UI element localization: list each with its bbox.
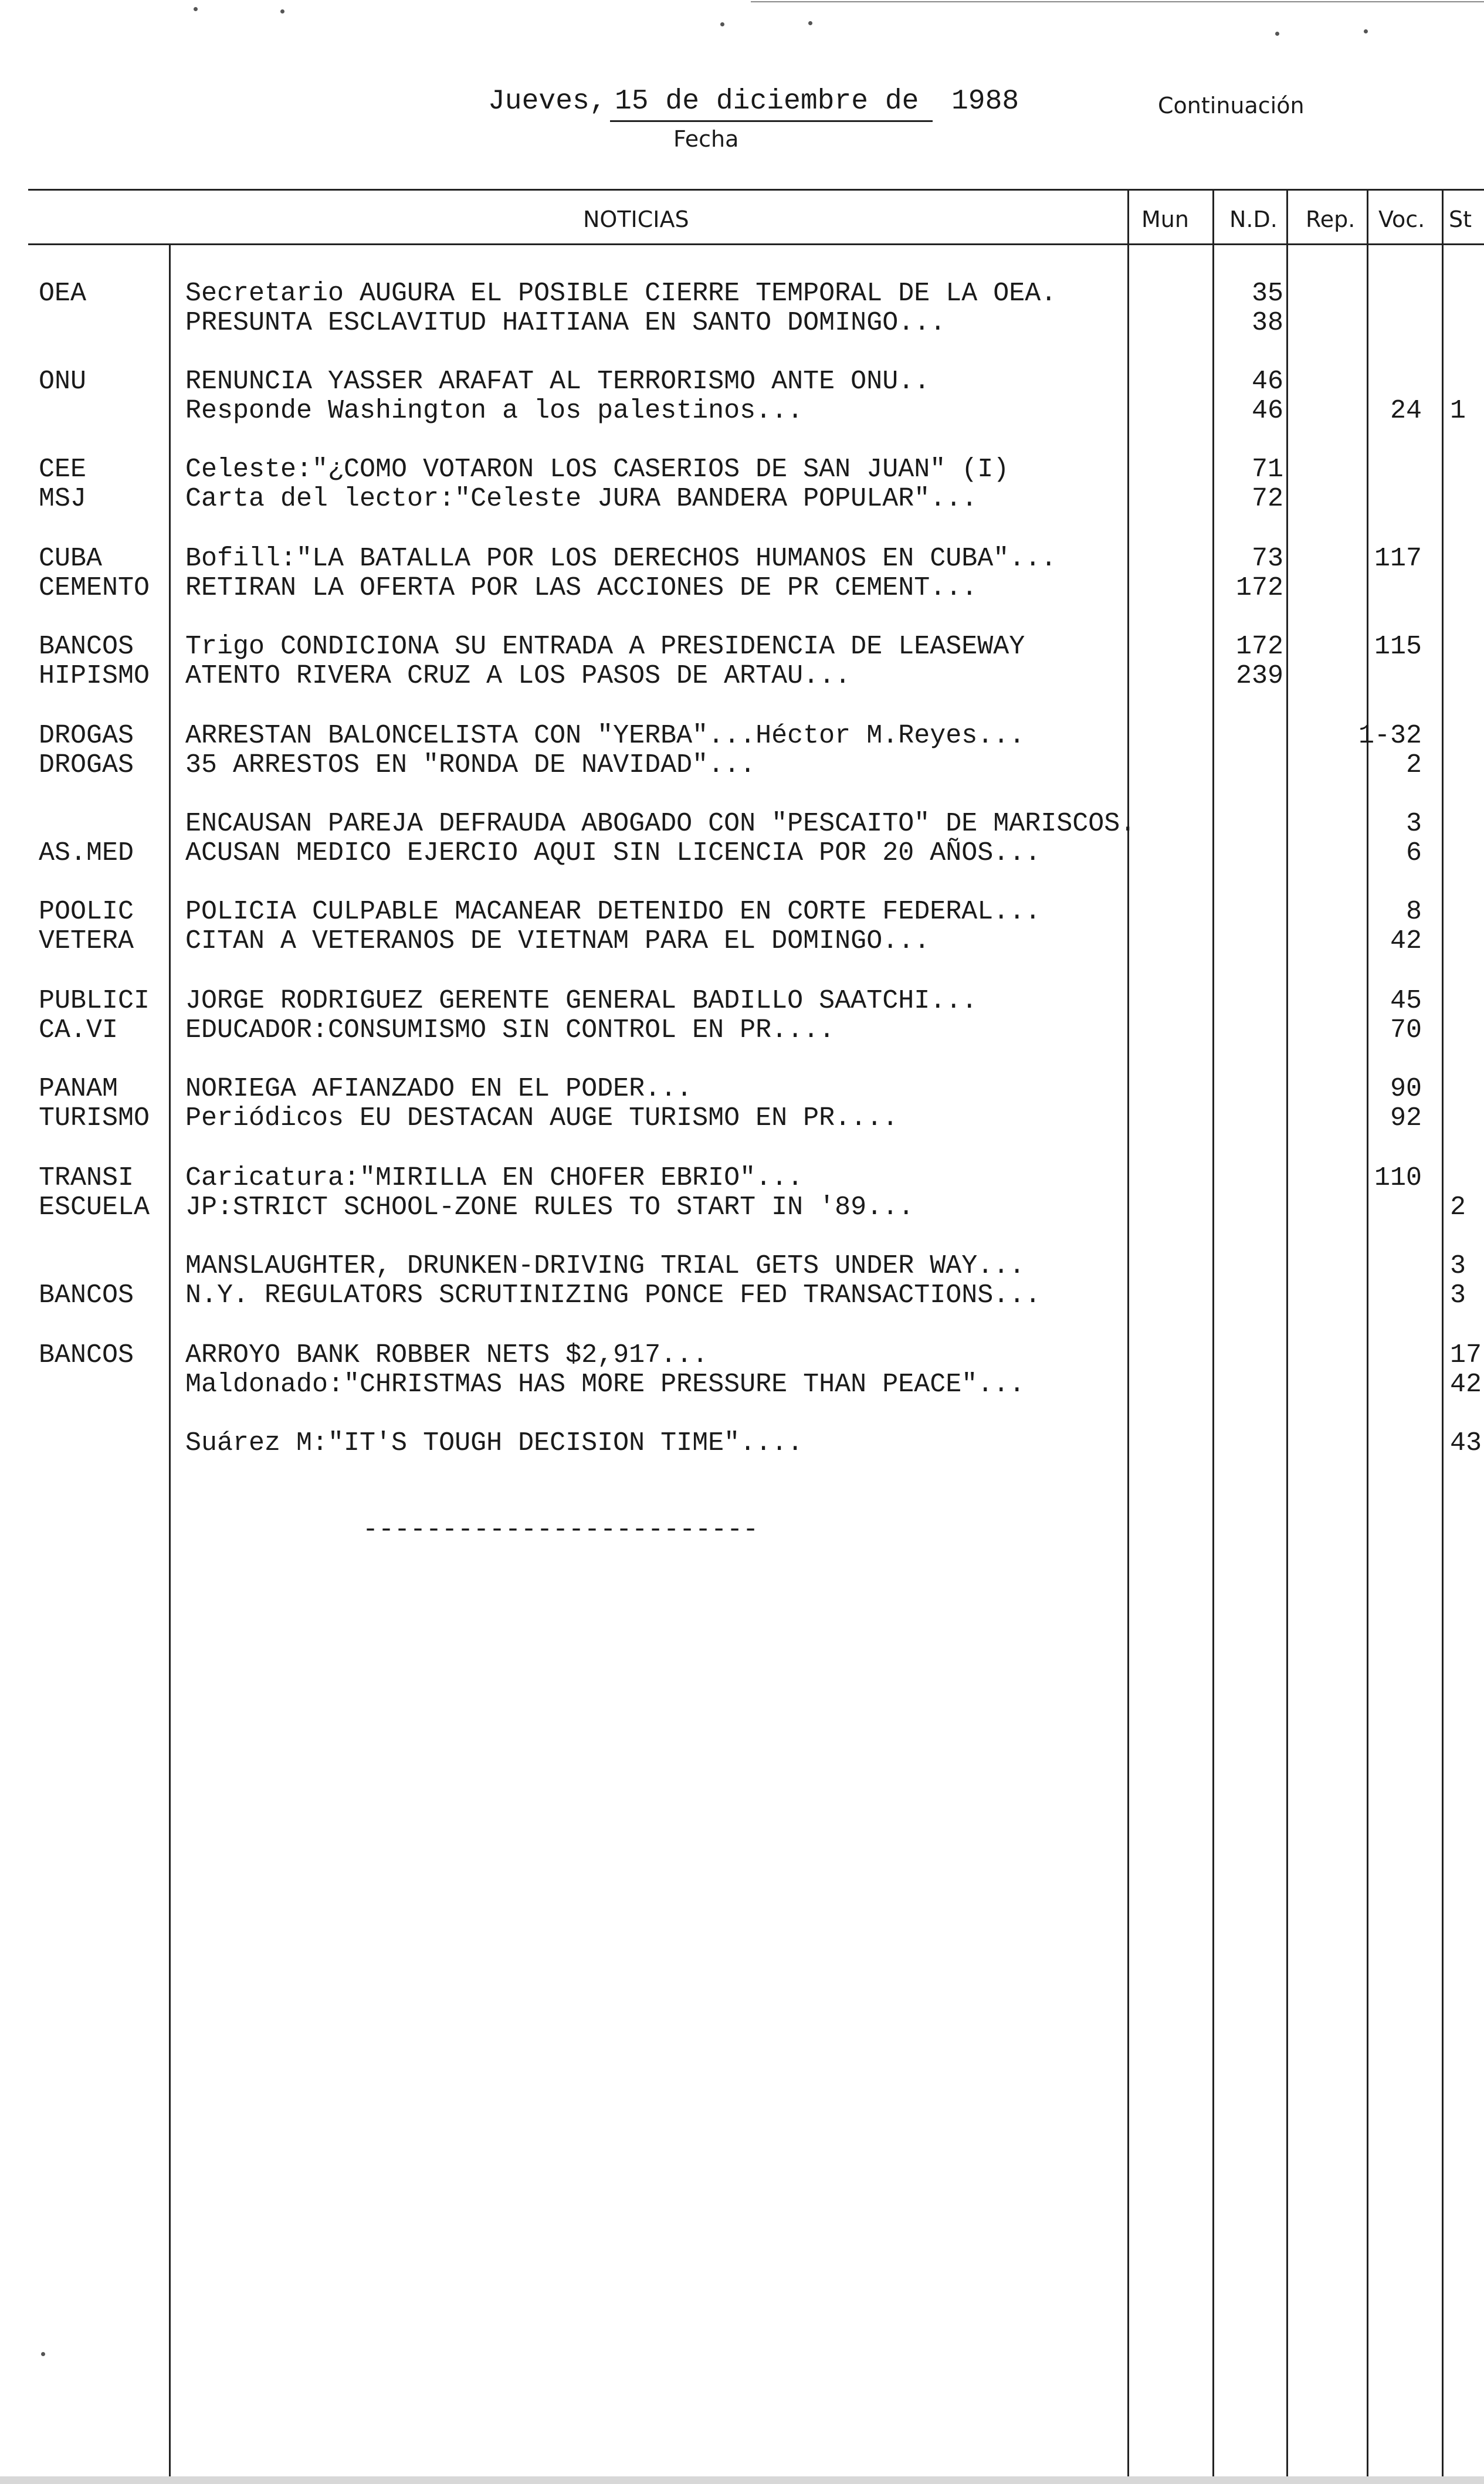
- row-category: TURISMO: [39, 1103, 150, 1133]
- row-headline: Carta del lector:"Celeste JURA BANDERA POPULAR"...: [185, 484, 978, 514]
- row-nd-value: 46: [1251, 396, 1283, 426]
- row-headline: JP:STRICT SCHOOL-ZONE RULES TO START IN '89...: [185, 1192, 914, 1222]
- scan-speck: [808, 21, 812, 25]
- date-underlined: 15 de diciembre de: [615, 86, 919, 117]
- column-header-rep: Rep.: [1306, 206, 1356, 232]
- row-voc-value: 2: [1405, 750, 1422, 780]
- row-headline: NORIEGA AFIANZADO EN EL PODER...: [185, 1074, 693, 1104]
- row-st-value: 17: [1450, 1340, 1482, 1370]
- row-headline: ENCAUSAN PAREJA DEFRAUDA ABOGADO CON "PESCAITO" DE MARISCOS.: [185, 809, 1136, 839]
- row-voc-value: 8: [1405, 897, 1422, 927]
- row-headline: PRESUNTA ESCLAVITUD HAITIANA EN SANTO DOMINGO...: [185, 308, 946, 338]
- row-nd-value: 73: [1251, 544, 1283, 574]
- row-voc-value: 45: [1390, 986, 1422, 1016]
- row-voc-value: 3: [1405, 809, 1422, 839]
- row-category: ESCUELA: [39, 1192, 150, 1222]
- row-voc-value: 110: [1374, 1163, 1422, 1193]
- row-category: MSJ: [39, 484, 87, 514]
- row-category: VETERA: [39, 926, 134, 956]
- scan-speck: [1275, 32, 1279, 36]
- column-header-st: St: [1449, 206, 1472, 232]
- row-headline: RENUNCIA YASSER ARAFAT AL TERRORISMO ANTE ONU..: [185, 367, 930, 397]
- row-voc-value: 90: [1390, 1074, 1422, 1104]
- column-header-nd: N.D.: [1229, 206, 1278, 232]
- scan-speck: [194, 7, 198, 11]
- row-st-value: 3: [1450, 1251, 1466, 1281]
- row-headline: Responde Washington a los palestinos...: [185, 396, 804, 426]
- voc-column-rule: [1367, 189, 1368, 2484]
- row-voc-value: 1-32: [1358, 721, 1422, 751]
- row-headline: 35 ARRESTOS EN "RONDA DE NAVIDAD"...: [185, 750, 756, 780]
- column-header-noticias: NOTICIAS: [583, 206, 689, 232]
- row-category: POOLIC: [39, 897, 134, 927]
- row-headline: Caricatura:"MIRILLA EN CHOFER EBRIO"...: [185, 1163, 804, 1193]
- row-category: ONU: [39, 367, 87, 397]
- scan-speck: [1364, 29, 1368, 33]
- scan-speck: [41, 2352, 45, 2356]
- row-headline: ARROYO BANK ROBBER NETS $2,917...: [185, 1340, 709, 1370]
- row-category: CA.VI: [39, 1015, 118, 1045]
- row-category: CUBA: [39, 544, 103, 574]
- row-category: BANCOS: [39, 1340, 134, 1370]
- row-headline: ACUSAN MEDICO EJERCIO AQUI SIN LICENCIA POR 20 AÑOS...: [185, 838, 1041, 868]
- row-category: DROGAS: [39, 721, 134, 751]
- row-voc-value: 70: [1390, 1015, 1422, 1045]
- mun-column-rule: [1127, 189, 1129, 2484]
- row-voc-value: 92: [1390, 1103, 1422, 1133]
- date-underline: [610, 120, 933, 122]
- row-voc-value: 117: [1374, 544, 1422, 574]
- row-category: TRANSI: [39, 1163, 134, 1193]
- row-st-value: 2: [1450, 1192, 1466, 1222]
- row-headline: ATENTO RIVERA CRUZ A LOS PASOS DE ARTAU...: [185, 661, 851, 691]
- row-headline: Maldonado:"CHRISTMAS HAS MORE PRESSURE THAN PEACE"...: [185, 1370, 1025, 1399]
- row-category: BANCOS: [39, 632, 134, 662]
- row-voc-value: 42: [1390, 926, 1422, 956]
- closing-separator: -------------------------: [362, 1515, 759, 1545]
- table-header-rule: [28, 243, 1484, 245]
- scan-speck: [280, 9, 284, 13]
- row-headline: MANSLAUGHTER, DRUNKEN-DRIVING TRIAL GETS UNDER WAY...: [185, 1251, 1025, 1281]
- row-category: PANAM: [39, 1074, 118, 1104]
- row-nd-value: 46: [1251, 367, 1283, 397]
- scan-speck: [720, 22, 724, 26]
- row-headline: Periódicos EU DESTACAN AUGE TURISMO EN PR....: [185, 1103, 899, 1133]
- row-nd-value: 172: [1235, 573, 1283, 603]
- row-nd-value: 35: [1251, 279, 1283, 309]
- row-headline: JORGE RODRIGUEZ GERENTE GENERAL BADILLO SAATCHI...: [185, 986, 978, 1016]
- row-headline: N.Y. REGULATORS SCRUTINIZING PONCE FED TRANSACTIONS...: [185, 1280, 1041, 1310]
- rep-column-rule: [1286, 189, 1288, 2484]
- row-nd-value: 72: [1251, 484, 1283, 514]
- row-headline: POLICIA CULPABLE MACANEAR DETENIDO EN CORTE FEDERAL...: [185, 897, 1041, 927]
- continuation-label: Continuación: [1158, 93, 1305, 118]
- row-headline: Bofill:"LA BATALLA POR LOS DERECHOS HUMANOS EN CUBA"...: [185, 544, 1057, 574]
- row-category: OEA: [39, 279, 87, 309]
- nd-column-rule: [1212, 189, 1214, 2484]
- row-category: BANCOS: [39, 1280, 134, 1310]
- row-st-value: 42: [1450, 1370, 1482, 1399]
- st-column-rule: [1442, 189, 1444, 2484]
- row-headline: Secretario AUGURA EL POSIBLE CIERRE TEMPORAL DE LA OEA.: [185, 279, 1057, 309]
- column-header-mun: Mun: [1141, 206, 1189, 232]
- row-category: DROGAS: [39, 750, 134, 780]
- category-column-rule: [169, 243, 171, 2484]
- row-headline: Trigo CONDICIONA SU ENTRADA A PRESIDENCIA DE LEASEWAY: [185, 632, 1025, 662]
- row-headline: ARRESTAN BALONCELISTA CON "YERBA"...Héctor M.Reyes...: [185, 721, 1025, 751]
- date-year: 1988: [951, 86, 1019, 117]
- row-nd-value: 71: [1251, 455, 1283, 484]
- row-headline: RETIRAN LA OFERTA POR LAS ACCIONES DE PR CEMENT...: [185, 573, 978, 603]
- row-headline: CITAN A VETERANOS DE VIETNAM PARA EL DOMINGO...: [185, 926, 930, 956]
- row-voc-value: 24: [1390, 396, 1422, 426]
- row-category: HIPISMO: [39, 661, 150, 691]
- row-category: PUBLICI: [39, 986, 150, 1016]
- row-headline: EDUCADOR:CONSUMISMO SIN CONTROL EN PR....: [185, 1015, 835, 1045]
- row-headline: Celeste:"¿COMO VOTARON LOS CASERIOS DE SAN JUAN" (I): [185, 455, 1009, 484]
- row-voc-value: 6: [1405, 838, 1422, 868]
- row-st-value: 43: [1450, 1428, 1482, 1458]
- date-caption: Fecha: [673, 126, 739, 152]
- bottom-scan-edge: [0, 2476, 1484, 2484]
- row-nd-value: 172: [1235, 632, 1283, 662]
- row-st-value: 3: [1450, 1280, 1466, 1310]
- row-voc-value: 115: [1374, 632, 1422, 662]
- date-prefix: Jueves,: [488, 86, 607, 117]
- row-category: CEMENTO: [39, 573, 150, 603]
- row-nd-value: 239: [1235, 661, 1283, 691]
- row-st-value: 1: [1450, 396, 1466, 426]
- row-nd-value: 38: [1251, 308, 1283, 338]
- table-top-rule: [28, 189, 1484, 191]
- row-category: CEE: [39, 455, 87, 484]
- top-edge-rule: [751, 1, 1484, 2]
- column-header-voc: Voc.: [1378, 206, 1425, 232]
- row-headline: Suárez M:"IT'S TOUGH DECISION TIME"....: [185, 1428, 804, 1458]
- row-category: AS.MED: [39, 838, 134, 868]
